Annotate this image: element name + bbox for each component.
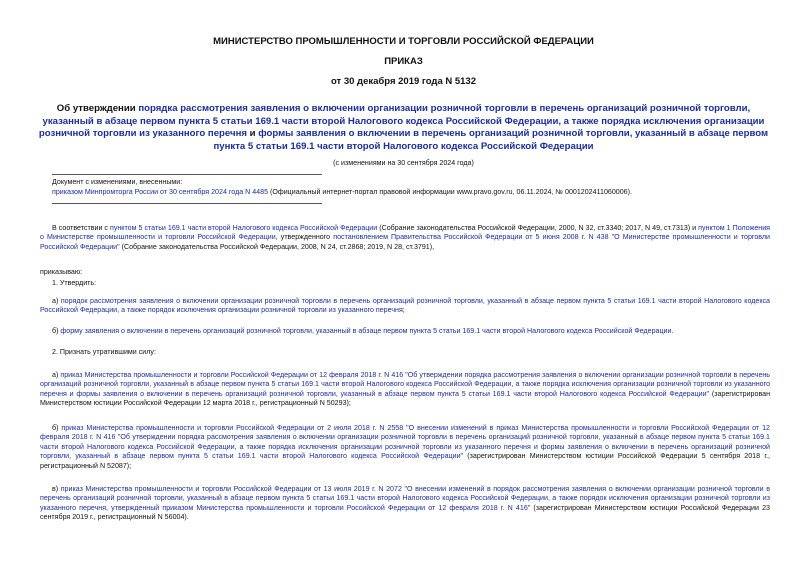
preamble-link-tax-code[interactable]: пунктом 5 статьи 169.1 части второй Налогового кодекса Российской Федерации xyxy=(110,224,378,232)
item-1b-link[interactable]: форму заявления о включении в перечень организаций розничной торговли, указанный в абзаце первом пункта 5 статьи 169.1 части второй Налогового кодекса Российской Федерации xyxy=(60,327,672,335)
doc-changes-line xyxy=(52,188,752,197)
item-2a-paragraph xyxy=(40,371,770,409)
preamble-text-2: (Собрание законодательства Российской Федерации, 2000, N 32, ст.3340; 2017, N 49, ст.7313) и xyxy=(377,224,699,232)
ministry-heading: МИНИСТЕРСТВО ПРОМЫШЛЕННОСТИ И ТОРГОВЛИ РОССИЙСКОЙ ФЕДЕРАЦИИ xyxy=(213,36,594,47)
item-2b-prefix: б) xyxy=(52,424,62,432)
change-note: (с изменениями на 30 сентября 2024 года) xyxy=(333,159,474,167)
item-2c-link[interactable]: приказ Министерства промышленности и торговли Российской Федерации от 13 июля 2019 г. N 2072 "О внесении изменений в порядок рассмотрения заявления о включении организации розничной торговли в перечень организаций розничной торговли, указанный в абзаце первом пункта 5 статьи 169.1 части второй Налогового кодекса Российской Федерации, а также порядок исключения организации розничной торговли из указанного перечня, утвержденный приказом Министерства промышленности и торговли Российской Федерации от 12 февраля 2018 г. N 416" xyxy=(40,485,770,512)
item-2b-paragraph xyxy=(40,424,770,471)
preamble-paragraph xyxy=(40,224,770,252)
divider-bottom xyxy=(52,203,322,204)
doc-type-heading: ПРИКАЗ xyxy=(384,56,423,67)
item-1b-suffix: . xyxy=(671,327,674,335)
doc-changes-label: Документ с изменениями, внесенными: xyxy=(52,178,183,186)
item-2a-link[interactable]: приказ Министерства промышленности и торговли Российской Федерации от 12 февраля 2018 г. N 416 "Об утверждении порядка рассмотрения заявления о включении организации розничной торговли в перечень организаций розничной торговли, указанный в абзаце первом пункта 5 статьи 169.1 части второй Налогового кодекса Российской Федерации, а также порядка исключения организации розничной торговли из указанного перечня и формы заявления о включении в перечень организаций розничной торговли, указанный в абзаце первом пункта 5 статьи 169.1 части второй Налогового кодекса Российской Федерации" xyxy=(40,371,770,398)
item-2c-prefix: в) xyxy=(52,485,61,493)
preamble-text-1: В соответствии с xyxy=(52,224,110,232)
item-2a-prefix: а) xyxy=(52,371,61,379)
item-1-heading: 1. Утвердить: xyxy=(52,279,97,287)
item-2b-suffix: (зарегистрирован Министерством юстиции Российской Федерации 5 сентября 2018 г., регистрационный N 52087); xyxy=(40,452,770,470)
item-2b-link[interactable]: приказ Министерства промышленности и торговли Российской Федерации от 2 июля 2018 г. N 2558 "О внесении изменений в приказ Министерства промышленности и торговли Российской Федерации от 12 февраля 2018 г. N 416 "Об утверждении порядка рассмотрения заявления о включении организации розничной торговли в перечень организаций розничной торговли, указанный в абзаце первом пункта 5 статьи 169.1 части второй Налогового кодекса Российской Федерации, а также порядка исключения организации розничной торговли из указанного перечня и формы заявления о включении в перечень организаций розничной торговли, указанный в абзаце первом пункта 5 статьи 169.1 части второй Налогового кодекса Российской Федерации" xyxy=(40,424,770,461)
title-text-1: Об утверждении xyxy=(56,103,139,114)
item-1a-suffix: ; xyxy=(402,306,405,315)
doc-changes-rest: (Официальный интернет-портал правовой информации www.pravo.gov.ru, 06.11.2024, № 0001202411060006). xyxy=(268,188,632,197)
item-2c-paragraph xyxy=(40,485,770,523)
preamble-link-regulation[interactable]: пунктом 1 Положения о Министерстве промышленности и торговли Российской Федерации xyxy=(40,224,770,242)
item-2a-suffix: (зарегистрирован Министерством юстиции Российской Федерации 12 марта 2018 г., регистрационный N 50293); xyxy=(40,389,770,408)
item-1a-paragraph xyxy=(40,297,770,316)
doc-changes-link[interactable]: приказом Минпромторга России от 30 сентября 2024 года N 4485 xyxy=(52,188,269,197)
item-1b-prefix: б) xyxy=(52,327,61,335)
preamble-text-4: (Собрание законодательства Российской Федерации, 2008, N 24, ст.2868; 2019, N 28, ст.3791), xyxy=(119,242,435,251)
item-1b-paragraph xyxy=(40,327,770,336)
preamble-link-resolution[interactable]: постановлением Правительства Российской Федерации от 5 июня 2008 г. N 438 "О Министерстве промышленности и торговли Российской Федерации" xyxy=(40,233,771,251)
item-2-heading: 2. Признать утратившими силу: xyxy=(52,348,156,356)
document-title xyxy=(30,103,777,153)
order-word: приказываю: xyxy=(40,268,83,276)
item-1a-link[interactable]: порядок рассмотрения заявления о включении организации розничной торговли в перечень организаций розничной торговли, указанный в абзаце первом пункта 5 статьи 169.1 части второй Налогового кодекса Российской Федерации, а также порядок исключения организации розничной торговли из указанного перечня xyxy=(40,297,770,315)
item-2c-suffix: (зарегистрирован Министерством юстиции Российской Федерации 23 сентября 2019 г., регистрационный N 56004). xyxy=(40,503,770,522)
divider-top xyxy=(52,174,322,175)
title-link-form[interactable]: формы заявления о включении в перечень организаций розничной торговли, указанный в абзаце первом пункта 5 статьи 169.1 части второй Налогового кодекса Российской Федерации xyxy=(213,128,769,152)
item-1a-prefix: а) xyxy=(52,297,61,305)
title-link-procedure[interactable]: порядка рассмотрения заявления о включении организации розничной торговли в перечень организаций розничной торговли, указанный в абзаце первом пункта 5 статьи 169.1 части второй Налогового кодекса Российской Федерации, а также порядка исключения организации розничной торговли из указанного перечня xyxy=(38,103,765,139)
title-text-2: и xyxy=(246,128,259,139)
doc-changes-block xyxy=(52,178,752,198)
preamble-text-3: , утвержденного xyxy=(275,233,334,242)
date-number-heading: от 30 декабря 2019 года N 5132 xyxy=(330,76,476,87)
